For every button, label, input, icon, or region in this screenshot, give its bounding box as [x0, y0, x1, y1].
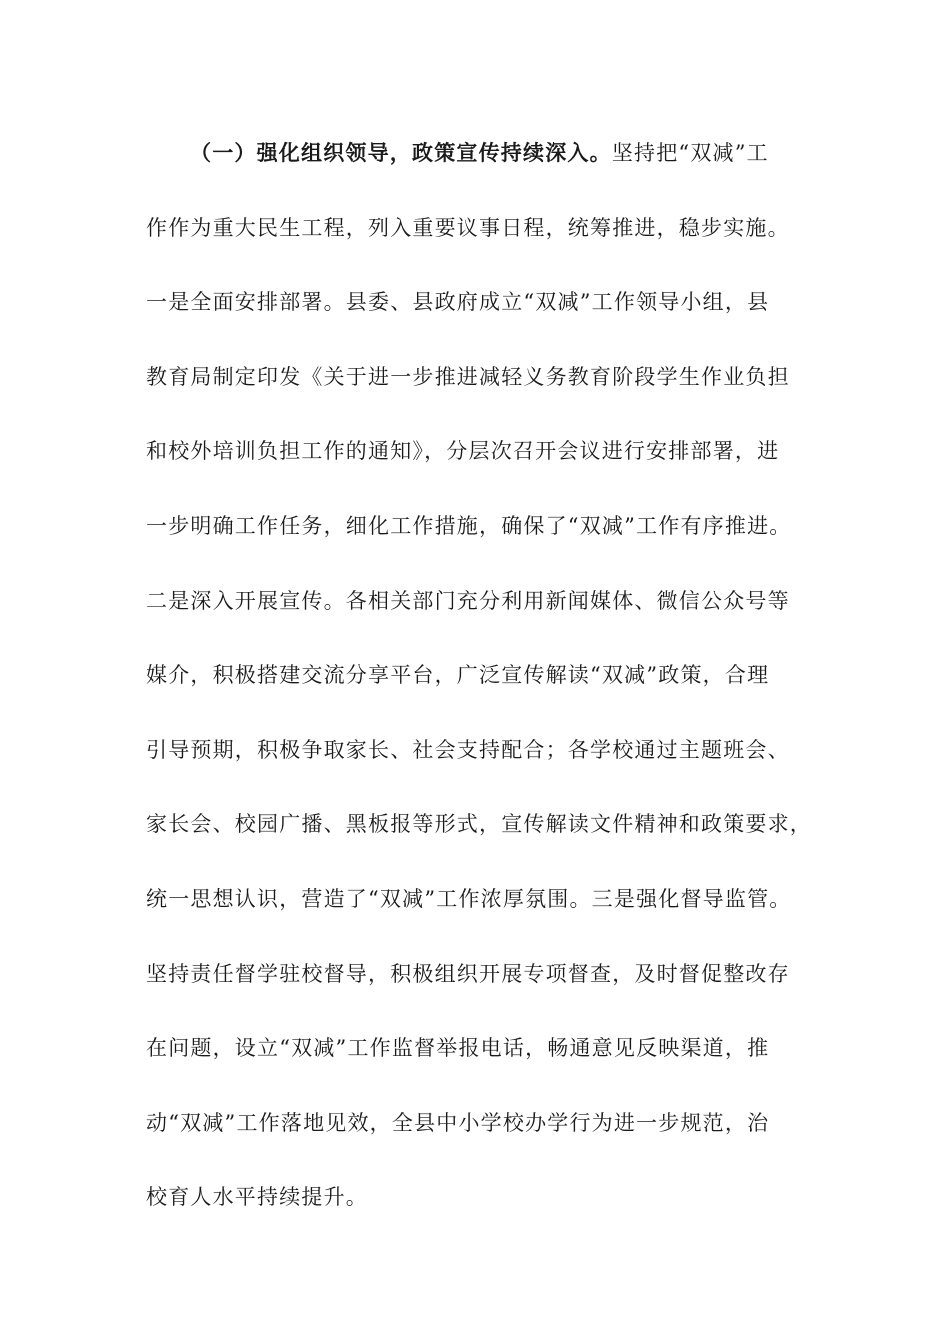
- body-text-line: 和校外培训负担工作的通知》，分层次召开会议进行安排部署，进: [146, 439, 780, 464]
- body-text-line: 引导预期，积极争取家长、社会支持配合；各学校通过主题班会、: [146, 737, 790, 762]
- body-text-line: 一是全面安排部署。县委、县政府成立“双减”工作领导小组，县: [146, 290, 770, 315]
- section-heading: （一）强化组织领导，政策宣传持续深入。: [190, 140, 612, 165]
- body-text-line: 动“双减”工作落地见效，全县中小学校办学行为进一步规范，治: [146, 1110, 770, 1135]
- body-text-line: 坚持责任督学驻校督导，积极组织开展专项督查，及时督促整改存: [146, 961, 790, 986]
- body-text-line: 教育局制定印发《关于进一步推进减轻义务教育阶段学生作业负担: [146, 364, 790, 389]
- document-body: [146, 131, 812, 1250]
- body-text-line: 媒介，积极搭建交流分享平台，广泛宣传解读“双减”政策，合理: [146, 663, 770, 688]
- body-text-line: 在问题，设立“双减”工作监督举报电话，畅通意见反映渠道，推: [146, 1036, 770, 1061]
- body-text-line: 家长会、校园广播、黑板报等形式，宣传解读文件精神和政策要求，: [146, 812, 812, 837]
- body-text-line: 二是深入开展宣传。各相关部门充分利用新闻媒体、微信公众号等: [146, 588, 790, 613]
- body-text-line: 作作为重大民生工程，列入重要议事日程，统筹推进，稳步实施。: [146, 215, 790, 240]
- body-text-line: 一步明确工作任务，细化工作措施，确保了“双减”工作有序推进。: [146, 513, 792, 538]
- body-text-line: 校育人水平持续提升。: [146, 1185, 368, 1210]
- body-text-line: 统一思想认识，营造了“双减”工作浓厚氛围。三是强化督导监管。: [146, 886, 792, 911]
- paragraph-first-line: [146, 131, 808, 206]
- body-text-line: 坚持把“双减”工: [611, 141, 769, 165]
